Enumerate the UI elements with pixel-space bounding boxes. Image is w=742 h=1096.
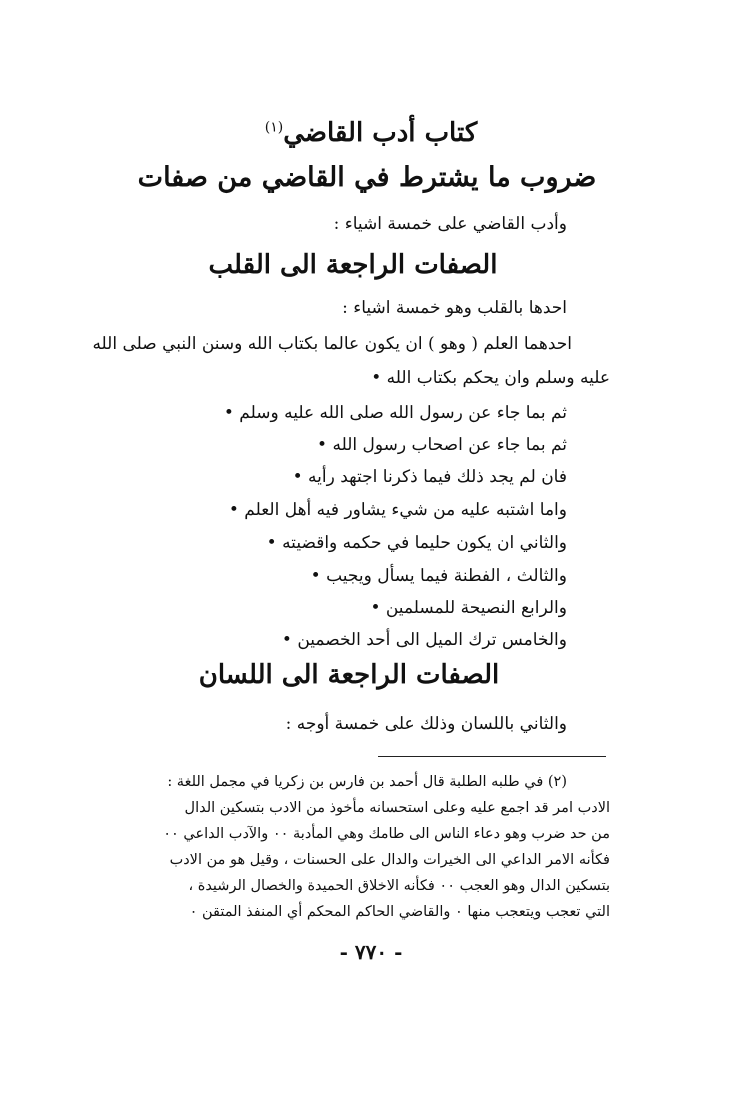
intro-line: وأدب القاضي على خمسة اشياء :	[333, 214, 567, 234]
page-number: - ٧٧٠ -	[339, 940, 403, 964]
body-line: احدها بالقلب وهو خمسة اشياء :	[342, 298, 567, 318]
body-line: ثم بما جاء عن رسول الله صلى الله عليه وسلم •	[223, 403, 567, 423]
section-heading-tongue: الصفات الراجعة الى اللسان	[198, 660, 500, 690]
body-line: عليه وسلم وان يحكم بكتاب الله •	[371, 368, 610, 388]
book-title-text: كتاب أدب القاضي	[283, 118, 478, 148]
body-line: والخامس ترك الميل الى أحد الخصمين •	[281, 630, 567, 650]
body-line: والثاني ان يكون حليما في حكمه واقضيته •	[266, 533, 567, 553]
body-line: واما اشتبه عليه من شيء يشاور فيه أهل العلم •	[228, 500, 567, 520]
body-line: والثاني باللسان وذلك على خمسة أوجه :	[285, 714, 567, 734]
body-line: ثم بما جاء عن اصحاب رسول الله •	[317, 435, 567, 455]
footnote-line: من حد ضرب وهو دعاء الناس الى طامك وهي المأدبة ٠٠ والآدب الداعي ٠٠	[163, 826, 610, 842]
footnote-divider	[378, 756, 606, 757]
footnote-line: التي تعجب ويتعجب منها ٠ والقاضي الحاكم المحكم أي المنفذ المتقن ٠	[189, 904, 610, 920]
body-line: والرابع النصيحة للمسلمين •	[370, 598, 567, 618]
chapter-subtitle: ضروب ما يشترط في القاضي من صفات	[137, 162, 597, 193]
footnote-line: (٢) في طلبه الطلبة قال أحمد بن فارس بن زكريا في مجمل اللغة :	[167, 774, 567, 790]
section-heading-heart: الصفات الراجعة الى القلب	[208, 250, 498, 280]
body-line: والثالث ، الفطنة فيما يسأل ويجيب •	[310, 566, 567, 586]
footnote-marker: (١)	[264, 119, 284, 136]
footnote-line: الادب امر قد اجمع عليه وعلى استحسانه مأخوذ من الادب بتسكين الدال	[184, 800, 610, 816]
body-line: فان لم يجد ذلك فيما ذكرنا اجتهد رأيه •	[292, 467, 567, 487]
body-line: احدهما العلم ( وهو ) ان يكون عالما بكتاب الله وسنن النبي صلى الله	[92, 334, 572, 354]
footnote-line: بتسكين الدال وهو العجب ٠٠ فكأنه الاخلاق الحميدة والخصال الرشيدة ،	[188, 878, 610, 894]
footnote-line: فكأنه الامر الداعي الى الخيرات والدال على الحسنات ، وقيل هو من الادب	[169, 852, 610, 868]
book-title	[0, 118, 742, 148]
